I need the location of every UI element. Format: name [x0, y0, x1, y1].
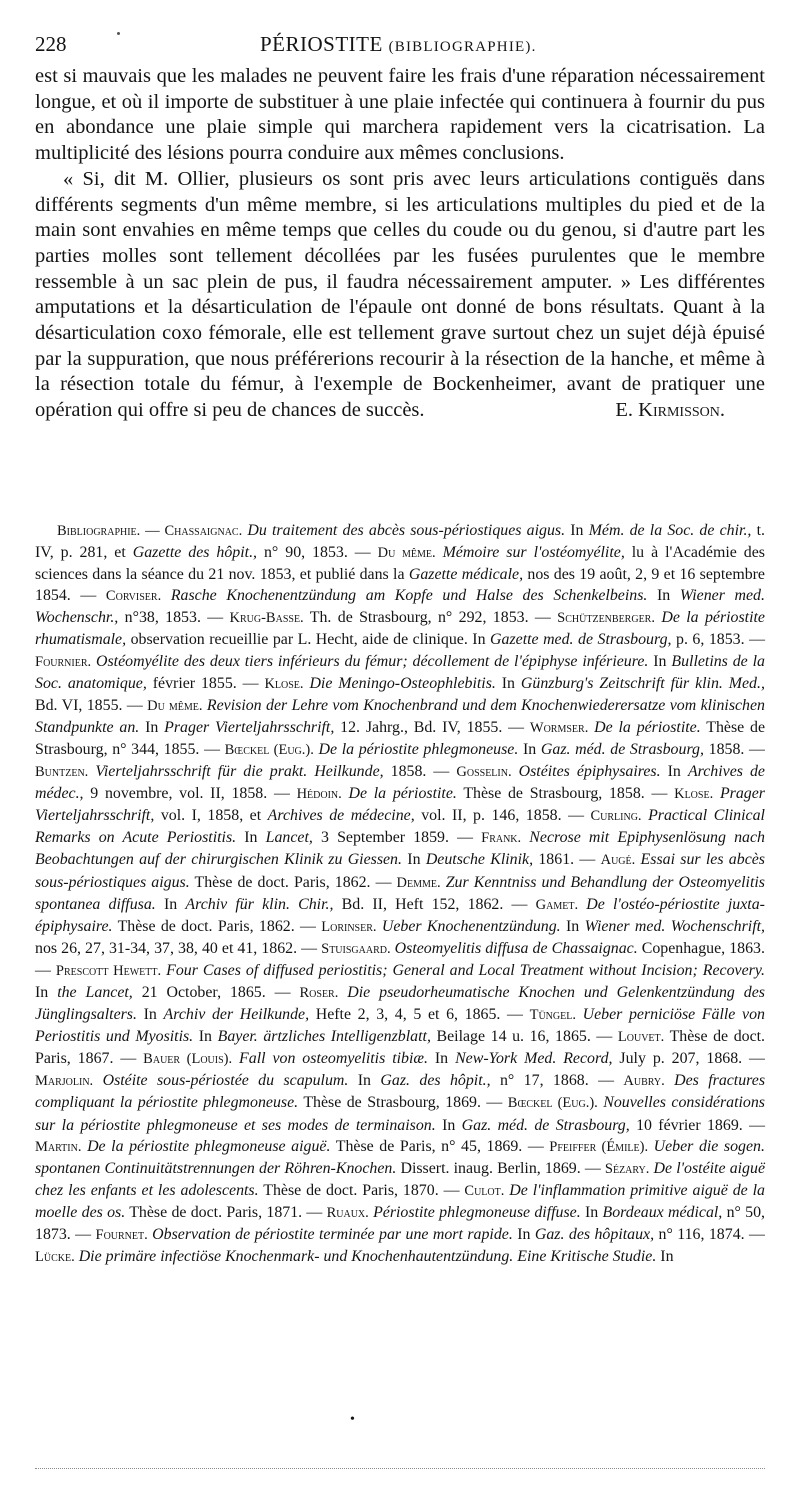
- bib-title: De l'ostéite aiguë chez les enfants et les adolescents.: [35, 1159, 765, 1199]
- bib-author: Gamet.: [535, 896, 579, 913]
- bib-author: Krug-Basse.: [229, 610, 304, 627]
- bib-title: Osteomyelitis diffusa de Chassaignac.: [394, 939, 638, 957]
- bib-text: In: [35, 983, 49, 1001]
- bib-author: Frank.: [481, 830, 522, 847]
- bib-title: Necrose mit Epiphysenlösung nach Beobachtungen auf der chirurgischen Klinik zu Giessen.: [35, 829, 765, 869]
- bib-title: De la périostite.: [348, 785, 457, 803]
- bib-title: Revision der Lehre vom Knochenbrand und dem Knochenwiederersatze vom klinischen Standpunkte an.: [35, 696, 765, 736]
- running-head: [260, 32, 537, 57]
- bib-journal: Wiener med. Wochenschr.,: [35, 587, 765, 627]
- author-signature: E. Kirmisson.: [615, 399, 725, 422]
- bib-author: Marjolin.: [35, 1073, 94, 1090]
- bib-author: Louvet.: [617, 1029, 665, 1046]
- bib-text: In: [522, 740, 537, 758]
- bib-journal: Wiener med. Wochenschrift,: [584, 917, 765, 935]
- bib-journal: Lancet,: [265, 829, 313, 847]
- bib-text: Th. de Strasbourg, n° 292, 1853. —: [309, 609, 551, 627]
- bib-text: Copenhague, 1863. —: [35, 939, 765, 979]
- bib-journal: the Lancet,: [57, 983, 133, 1001]
- bib-text: In: [570, 522, 584, 539]
- bib-text: In: [667, 763, 681, 781]
- bib-text: Thèse de doct. Paris, 1871. —: [129, 1203, 323, 1221]
- bib-journal: Günzburg's Zeitschrift für klin. Med.,: [520, 674, 765, 692]
- bib-title: De la périostite phlegmoneuse.: [318, 740, 519, 758]
- bib-author: Augé.: [600, 852, 636, 869]
- bib-text: In: [517, 1226, 531, 1243]
- bib-text: observation recueillie par L. Hecht, aide de clinique. In: [130, 631, 486, 649]
- bib-title: Ueber die sogen. spontanen Continuitätstrennungen der Röhren-Knochen.: [35, 1137, 765, 1177]
- bib-text: In: [565, 917, 580, 935]
- bib-text: 3 September 1859. —: [321, 829, 473, 847]
- body-paragraph-2-text: « Si, dit M. Ollier, plusieurs os sont pris avec leurs articulations contiguës dans différents segments d'un même membre, si les articulations multiples du pied et de la main sont envahies en même temps que celles du coude ou du genou, si d'autre part les parties molles sont tellement décollées par les fusées purulentes que le membre ressemble à un sac plein de pus, il faudra nécessairement amputer. » Les différentes amputations et la désarticulation de l'épaule ont donné de bons résultats. Quant à la désarticulation coxo fémorale, elle est tellement grave surtout chez un sujet déjà épuisé par la suppuration, que nous préférerions recourir à la résection de la hanche, et même à la résection totale du fémur, à l'exemple de Bockenheimer, avant de pratiquer une opération qui offre si peu de chances de succès.: [35, 167, 765, 422]
- bib-journal: Gaz. méd. de Strasbourg,: [540, 740, 704, 758]
- bib-text: Thèse de Strasbourg, 1858. —: [463, 785, 668, 803]
- bib-text: Thèse de doct. Paris, 1862. —: [117, 917, 316, 935]
- bib-text: Thèse de doct. Paris, 1870. —: [263, 1181, 460, 1199]
- bib-text: n° 116, 1874. —: [658, 1226, 765, 1243]
- bib-text: In: [143, 1006, 157, 1024]
- bib-journal: Mém. de la Soc. de chir.,: [588, 522, 752, 539]
- bib-author: Fournet.: [95, 1227, 148, 1243]
- bib-title: De l'inflammation primitive aiguë de la moelle des os.: [35, 1181, 765, 1221]
- bib-title: De la périostite.: [594, 718, 701, 736]
- bib-author: Gosselin.: [456, 764, 512, 781]
- bib-title: Ueber perniciöse Fälle von Periostitis und Myositis.: [35, 1006, 765, 1046]
- running-head-subtitle: (BIBLIOGRAPHIE).: [388, 39, 537, 55]
- bib-author: Aubry.: [623, 1073, 665, 1090]
- bib-text: Hefte 2, 3, 4, 5 et 6, 1865. —: [315, 1006, 523, 1024]
- bib-journal: Gazette des hôpit.,: [132, 544, 258, 562]
- bib-author: Bauer (Louis).: [143, 1051, 233, 1068]
- bib-author: Bœckel (Eug.).: [224, 741, 314, 758]
- bib-text: Dissert. inaug. Berlin, 1869. —: [400, 1159, 601, 1177]
- bib-text: Bd. VI, 1855. —: [35, 696, 143, 714]
- bib-journal: Archiv der Heilkunde,: [163, 1006, 310, 1024]
- bib-author: Fournier.: [35, 653, 92, 670]
- bib-title: Zur Kenntniss und Behandlung der Osteomyelitis spontanea diffusa.: [35, 873, 765, 913]
- bib-text: In: [501, 674, 516, 692]
- bib-text: In: [657, 587, 671, 605]
- bib-text: In: [434, 1050, 449, 1068]
- bib-author: Schützenberger.: [557, 610, 655, 627]
- bib-text: lu à l'Académie des sciences dans la séance du 21 nov. 1853, et publié dans la: [35, 544, 765, 584]
- bib-text: 12. Jahrg., Bd. IV, 1855. —: [340, 718, 525, 736]
- bib-text: nos 26, 27, 31-34, 37, 38, 40 et 41, 1862. —: [35, 939, 318, 957]
- bib-title: Ostéite sous-périostée du scapulum.: [102, 1072, 349, 1090]
- bib-title: Mémoire sur l'ostéomyélite,: [442, 544, 625, 562]
- bib-text: février 1855. —: [152, 674, 259, 692]
- bib-heading: Bibliographie. — Chassaignac.: [57, 523, 243, 539]
- bib-title: Des fractures compliquant la périostite phlegmoneuse.: [35, 1072, 766, 1112]
- bib-text: Bd. II, Heft 152, 1862. —: [341, 895, 528, 913]
- body-paragraph-1: est si mauvais que les malades ne peuvent faire les frais d'une réparation nécessairement longue, et où il importe de substituer à une plaie infectée qui continuera à fournir du pus en abondance une plaie simple qui marchera rapidement vers la cicatrisation. La multiplicité des lésions pourra conduire aux mêmes conclusions.: [35, 65, 765, 165]
- bib-text: Thèse de doct. Paris, 1862. —: [194, 873, 392, 891]
- body-text: [35, 64, 765, 424]
- bib-text: 10 février 1869. —: [636, 1116, 765, 1134]
- running-head-title: PÉRIOSTITE: [260, 32, 383, 56]
- bib-author: Pfeiffer (Émile).: [549, 1138, 649, 1155]
- bib-author: Curling.: [590, 808, 642, 825]
- bib-title: Essai sur les abcès sous-périostiques aigus.: [35, 851, 765, 891]
- bib-author: Du même.: [377, 545, 436, 562]
- bib-journal: Gazette médicale,: [408, 566, 524, 584]
- bib-text: n°38, 1853. —: [124, 609, 224, 627]
- bib-text: 1858. —: [390, 763, 450, 781]
- bib-author: Demme.: [396, 874, 441, 891]
- bib-journal: Gaz. des hôpitaux,: [534, 1226, 655, 1243]
- bib-journal: Prager Vierteljahrsschrift,: [164, 718, 335, 736]
- bib-journal: Bayer. ärtzliches Intelligenzblatt,: [217, 1028, 431, 1046]
- body-paragraph-2: [35, 167, 765, 424]
- bib-text: Thèse de doct. Paris, 1867. —: [35, 1028, 766, 1068]
- bib-title: Ostéites épiphysaires.: [518, 763, 661, 781]
- bib-title: De la périostite phlegmoneuse aiguë.: [87, 1137, 331, 1155]
- bib-text: In: [145, 718, 159, 736]
- page-number: 228: [35, 32, 67, 56]
- bib-text: nos des 19 août, 2, 9 et 16 septembre 1854. —: [35, 566, 765, 605]
- bib-text: t. IV, p. 281, et: [35, 522, 765, 562]
- bib-journal: Gazette med. de Strasbourg,: [490, 631, 672, 649]
- bib-text: n° 50, 1873. —: [35, 1203, 766, 1243]
- bib-author: Tüngel.: [529, 1007, 576, 1024]
- bib-text: 9 novembre, vol. II, 1858. —: [90, 785, 290, 803]
- bib-author: Lorinser.: [321, 918, 377, 935]
- bib-author: Klose.: [264, 675, 304, 692]
- bib-author: Corviser.: [105, 588, 162, 605]
- bib-text: Beilage 14 u. 16, 1865. —: [436, 1028, 613, 1046]
- bib-text: In: [357, 1072, 372, 1090]
- bib-author: Du même.: [147, 697, 203, 714]
- footer-dotted-rule: [35, 1468, 765, 1469]
- bib-text: n° 90, 1853. —: [263, 544, 371, 562]
- bib-title: Vierteljahrsschrift für die prakt. Heilkunde,: [95, 763, 384, 781]
- bib-title: Die primäre infectiöse Knochenmark- und Knochenhautentzündung.: [78, 1248, 514, 1266]
- bib-text: 21 October, 1865. —: [141, 983, 291, 1001]
- bib-text: p. 6, 1853. —: [676, 631, 765, 649]
- bib-title: De l'ostéo-périostite juxta-épiphysaire.: [35, 895, 765, 935]
- bib-text: Thèse de Paris, n° 45, 1869. —: [335, 1137, 544, 1155]
- bib-journal: Bordeaux médical,: [602, 1203, 723, 1221]
- bib-text: In: [163, 895, 178, 913]
- bib-author: Stuisgaard.: [321, 940, 391, 957]
- bib-text: 1858. —: [708, 740, 765, 758]
- bib-text: In: [653, 652, 667, 670]
- bib-journal: Archives de médec.,: [35, 763, 765, 803]
- bib-journal: Bulletins de la Soc. anatomique,: [35, 652, 765, 692]
- bib-title: Nouvelles considérations sur la périostite phlegmoneuse et ses modes de terminaison.: [35, 1094, 765, 1134]
- bib-author: Hédoin.: [296, 786, 342, 803]
- bib-text: July p. 207, 1868. —: [619, 1050, 765, 1068]
- bib-title: Ueber Knochenentzündung.: [381, 917, 561, 935]
- bib-text: In: [660, 1248, 674, 1266]
- bib-text: vol. I, 1858, et: [160, 807, 262, 825]
- bib-title: Ostéomyélite des deux tiers inférieurs du fémur; décollement de l'épiphyse inférieure.: [96, 652, 649, 670]
- bib-title: Practical Clinical Remarks on Acute Periostitis.: [35, 807, 765, 847]
- print-speck: [117, 32, 120, 35]
- bib-text: In: [584, 1203, 599, 1221]
- bib-author: Martin.: [35, 1138, 82, 1155]
- bib-text: In: [198, 1028, 213, 1046]
- bib-author: Bœckel (Eug.).: [507, 1095, 598, 1112]
- bib-title: Four Cases of diffused periostitis; General and Local Treatment without Incision; Recovery.: [166, 961, 765, 979]
- bib-title: Observation de périostite terminée par une mort rapide.: [152, 1226, 513, 1243]
- bib-text: vol. II, p. 146, 1858. —: [421, 807, 584, 825]
- bib-text: 1861. —: [538, 851, 596, 869]
- bib-author: Wormser.: [529, 719, 589, 736]
- bib-title: Die Meningo-Osteophlebitis.: [309, 674, 496, 692]
- page-header: [35, 26, 765, 62]
- bib-journal: Deutsche Klinik,: [425, 851, 534, 869]
- bib-title: Du traitement des abcès sous-périostiques aigus.: [247, 522, 566, 539]
- bib-title: De la périostite rhumatismale,: [35, 609, 765, 649]
- bib-author: Klose.: [674, 786, 714, 803]
- bib-text: In: [407, 851, 421, 869]
- bib-journal: Gaz. méd. de Strasbourg,: [461, 1116, 630, 1134]
- bib-author: Sézary.: [604, 1160, 650, 1177]
- bib-title: Die pseudorheumatische Knochen und Gelenkentzündung des Jünglingsalters.: [35, 983, 765, 1024]
- bib-author: Culot.: [464, 1182, 505, 1199]
- bib-author: Roser.: [299, 984, 339, 1001]
- bib-author: Lücke.: [35, 1249, 75, 1266]
- bib-journal: Archives de médecine,: [267, 807, 415, 825]
- bib-journal: Archiv für klin. Chir.,: [185, 895, 334, 913]
- bib-title: Rasche Knochenentzündung am Kopfe und Halse des Schenkelbeins.: [170, 587, 648, 605]
- bib-journal: Prager Vierteljahrsschrift,: [35, 785, 765, 825]
- document-page: [35, 0, 765, 1505]
- bib-author: Ruaux.: [326, 1204, 369, 1221]
- bib-text: In: [244, 829, 258, 847]
- bib-text: In: [442, 1116, 456, 1134]
- bib-journal: New-York Med. Record,: [455, 1050, 613, 1068]
- bibliography-section: [35, 520, 765, 1268]
- bib-author: Prescott Hewett.: [55, 962, 162, 979]
- bib-text: Thèse de Strasbourg, 1869. —: [303, 1094, 503, 1112]
- bib-text: n° 17, 1868. —: [499, 1072, 614, 1090]
- bib-text: Thèse de Strasbourg, n° 344, 1855. —: [35, 718, 765, 758]
- bib-title: Périostite phlegmoneuse diffuse.: [373, 1203, 581, 1221]
- bib-journal: Gaz. des hôpit.,: [380, 1072, 491, 1090]
- bib-title: Fall von osteomyelitis tibiæ.: [239, 1050, 428, 1068]
- bib-author: Buntzen.: [35, 764, 89, 781]
- footer-mark: •: [350, 1412, 355, 1427]
- bib-title: Eine Kritische Studie.: [517, 1248, 657, 1266]
